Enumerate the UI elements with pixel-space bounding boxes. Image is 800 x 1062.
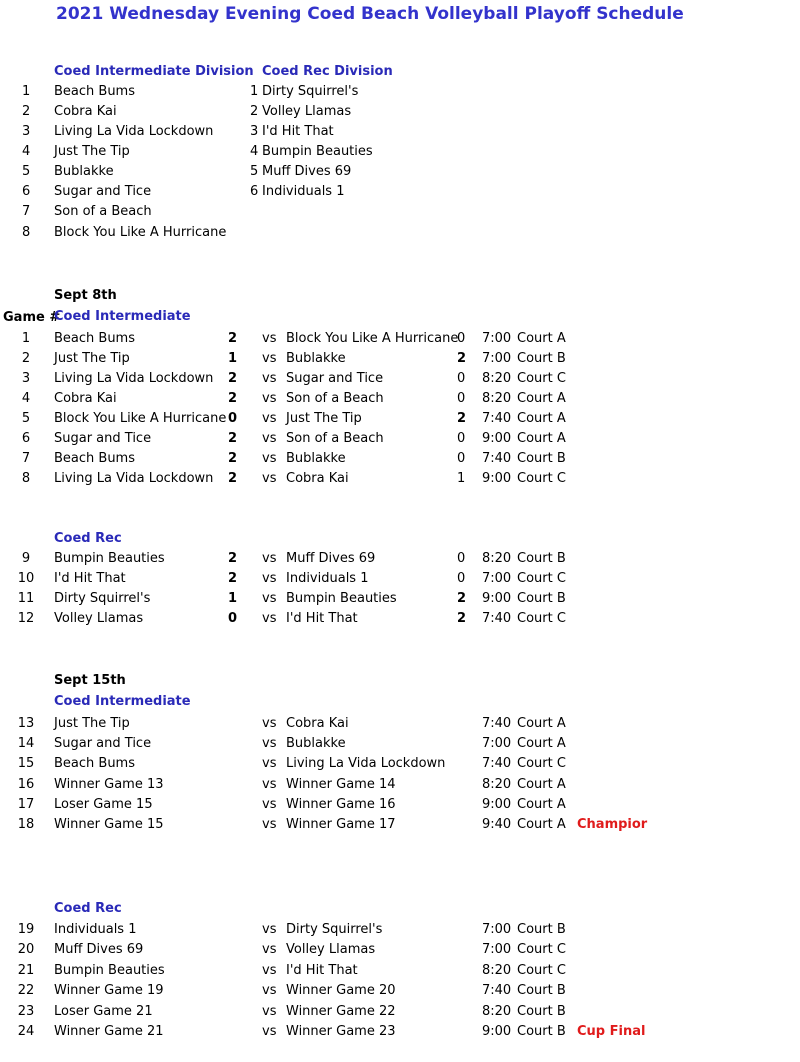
rec-team: Muff Dives 69: [262, 164, 352, 179]
game-time: 8:20: [482, 391, 512, 406]
court-label: Court B: [517, 922, 566, 937]
vs-label: vs: [262, 716, 277, 731]
intermediate-seed: 8: [22, 225, 31, 240]
team2-score: 0: [457, 571, 466, 586]
game-number: 15: [17, 756, 35, 771]
team1-score: 1: [228, 351, 238, 366]
court-label: Court B: [517, 451, 566, 466]
vs-label: vs: [262, 391, 277, 406]
intermediate-seed: 1: [22, 84, 31, 99]
vs-label: vs: [262, 922, 277, 937]
game-time: 9:00: [482, 797, 512, 812]
court-label: Court C: [517, 371, 566, 386]
team1-score: 2: [228, 371, 238, 386]
vs-label: vs: [262, 331, 277, 346]
vs-label: vs: [262, 942, 277, 957]
game-number: 7: [21, 451, 31, 466]
game-time: 7:00: [482, 571, 512, 586]
team2-score: 0: [457, 371, 466, 386]
team2-score: 0: [457, 331, 466, 346]
rec-seed: 2: [250, 104, 259, 119]
team2-name: Winner Game 16: [286, 797, 396, 812]
vs-label: vs: [262, 471, 277, 486]
game-number: 4: [21, 391, 31, 406]
team1-name: Beach Bums: [54, 451, 135, 466]
team1-score: 2: [228, 571, 238, 586]
game-time: 8:20: [482, 551, 512, 566]
section-date: Sept 8th: [54, 288, 117, 303]
game-number: 9: [21, 551, 31, 566]
game-time: 8:20: [482, 963, 512, 978]
game-number: 19: [17, 922, 35, 937]
game-note: Cup Final: [577, 1024, 646, 1039]
game-number: 20: [17, 942, 35, 957]
game-number-column-label: Game #: [3, 310, 61, 325]
game-number: 21: [17, 963, 35, 978]
team1-name: Block You Like A Hurricane: [54, 411, 227, 426]
court-label: Court A: [517, 331, 566, 346]
team1-name: Loser Game 21: [54, 1004, 153, 1019]
court-label: Court A: [517, 431, 566, 446]
team1-name: Winner Game 19: [54, 983, 164, 998]
team2-score: 0: [457, 551, 466, 566]
section-header: Coed Intermediate: [54, 694, 191, 709]
vs-label: vs: [262, 1024, 277, 1039]
game-number: 11: [17, 591, 35, 606]
team1-name: Volley Llamas: [54, 611, 144, 626]
vs-label: vs: [262, 736, 277, 751]
court-label: Court C: [517, 571, 566, 586]
team2-name: Bumpin Beauties: [286, 591, 397, 606]
team2-score: 0: [457, 391, 466, 406]
team2-name: Block You Like A Hurricane: [286, 331, 459, 346]
game-time: 7:40: [482, 411, 512, 426]
game-number: 12: [17, 611, 35, 626]
rec-seed: 1: [250, 84, 259, 99]
team2-name: Dirty Squirrel's: [286, 922, 383, 937]
game-time: 7:40: [482, 756, 512, 771]
game-time: 9:00: [482, 591, 512, 606]
game-time: 7:40: [482, 611, 512, 626]
team1-name: Living La Vida Lockdown: [54, 371, 214, 386]
team1-name: Bumpin Beauties: [54, 963, 165, 978]
court-label: Court B: [517, 351, 566, 366]
game-number: 5: [21, 411, 31, 426]
team1-name: Just The Tip: [54, 351, 130, 366]
intermediate-division-header: Coed Intermediate Division: [54, 64, 254, 79]
team2-score: 1: [457, 471, 466, 486]
team2-name: Volley Llamas: [286, 942, 376, 957]
game-time: 7:40: [482, 451, 512, 466]
vs-label: vs: [262, 797, 277, 812]
team1-name: Beach Bums: [54, 756, 135, 771]
team2-name: Cobra Kai: [286, 716, 349, 731]
team2-name: Winner Game 23: [286, 1024, 396, 1039]
game-number: 2: [21, 351, 31, 366]
team1-score: 0: [228, 411, 238, 426]
rec-team: Volley Llamas: [262, 104, 352, 119]
vs-label: vs: [262, 371, 277, 386]
court-label: Court A: [517, 716, 566, 731]
game-number: 18: [17, 817, 35, 832]
section-header: Coed Intermediate: [54, 309, 191, 324]
rec-seed: 3: [250, 124, 259, 139]
team2-score: 2: [457, 351, 467, 366]
team1-name: Dirty Squirrel's: [54, 591, 151, 606]
team1-name: Loser Game 15: [54, 797, 153, 812]
court-label: Court C: [517, 611, 566, 626]
team2-name: Individuals 1: [286, 571, 369, 586]
team1-name: I'd Hit That: [54, 571, 126, 586]
intermediate-team: Bublakke: [54, 164, 114, 179]
team2-name: Winner Game 14: [286, 777, 396, 792]
rec-team: I'd Hit That: [262, 124, 334, 139]
game-number: 10: [17, 571, 35, 586]
team1-name: Winner Game 15: [54, 817, 164, 832]
court-label: Court B: [517, 1004, 566, 1019]
game-number: 3: [21, 371, 31, 386]
vs-label: vs: [262, 611, 277, 626]
game-number: 22: [17, 983, 35, 998]
page-title: 2021 Wednesday Evening Coed Beach Volleyball Playoff Schedule: [56, 4, 684, 24]
game-time: 9:00: [482, 1024, 512, 1039]
intermediate-team: Just The Tip: [54, 144, 130, 159]
intermediate-seed: 3: [22, 124, 31, 139]
court-label: Court C: [517, 756, 566, 771]
game-time: 9:40: [482, 817, 512, 832]
team2-score: 2: [457, 611, 467, 626]
game-time: 8:20: [482, 777, 512, 792]
game-time: 7:00: [482, 942, 512, 957]
game-number: 13: [17, 716, 35, 731]
team1-score: 2: [228, 431, 238, 446]
game-number: 16: [17, 777, 35, 792]
team1-score: 2: [228, 551, 238, 566]
game-time: 8:20: [482, 1004, 512, 1019]
court-label: Court C: [517, 942, 566, 957]
team2-name: Sugar and Tice: [286, 371, 384, 386]
team2-name: Bublakke: [286, 351, 346, 366]
vs-label: vs: [262, 571, 277, 586]
vs-label: vs: [262, 963, 277, 978]
team2-name: I'd Hit That: [286, 611, 358, 626]
game-time: 7:40: [482, 983, 512, 998]
team1-name: Sugar and Tice: [54, 431, 152, 446]
vs-label: vs: [262, 591, 277, 606]
vs-label: vs: [262, 431, 277, 446]
game-time: 7:00: [482, 351, 512, 366]
court-label: Court B: [517, 983, 566, 998]
vs-label: vs: [262, 756, 277, 771]
team1-score: 2: [228, 451, 238, 466]
intermediate-team: Living La Vida Lockdown: [54, 124, 214, 139]
game-number: 17: [17, 797, 35, 812]
team2-name: Son of a Beach: [286, 391, 384, 406]
game-number: 6: [21, 431, 31, 446]
team2-name: Winner Game 20: [286, 983, 396, 998]
rec-team: Individuals 1: [262, 184, 345, 199]
vs-label: vs: [262, 451, 277, 466]
intermediate-team: Son of a Beach: [54, 204, 152, 219]
game-time: 7:00: [482, 922, 512, 937]
court-label: Court A: [517, 391, 566, 406]
court-label: Court A: [517, 736, 566, 751]
court-label: Court B: [517, 551, 566, 566]
rec-seed: 5: [250, 164, 259, 179]
rec-seed: 6: [250, 184, 259, 199]
team2-name: Son of a Beach: [286, 431, 384, 446]
intermediate-team: Cobra Kai: [54, 104, 117, 119]
intermediate-seed: 6: [22, 184, 31, 199]
vs-label: vs: [262, 983, 277, 998]
team2-name: Bublakke: [286, 451, 346, 466]
team1-name: Beach Bums: [54, 331, 135, 346]
intermediate-seed: 5: [22, 164, 31, 179]
team1-name: Living La Vida Lockdown: [54, 471, 214, 486]
court-label: Court B: [517, 1024, 566, 1039]
intermediate-team: Block You Like A Hurricane: [54, 225, 227, 240]
team1-name: Individuals 1: [54, 922, 137, 937]
team1-score: 2: [228, 331, 238, 346]
team1-name: Bumpin Beauties: [54, 551, 165, 566]
team1-score: 2: [228, 391, 238, 406]
court-label: Court A: [517, 411, 566, 426]
team1-name: Muff Dives 69: [54, 942, 144, 957]
court-label: Court A: [517, 817, 566, 832]
team2-name: Muff Dives 69: [286, 551, 376, 566]
vs-label: vs: [262, 777, 277, 792]
game-note: Champior: [577, 817, 648, 832]
court-label: Court A: [517, 777, 566, 792]
game-time: 9:00: [482, 471, 512, 486]
team2-score: 2: [457, 411, 467, 426]
vs-label: vs: [262, 817, 277, 832]
game-number: 23: [17, 1004, 35, 1019]
section-header: Coed Rec: [54, 901, 122, 916]
court-label: Court C: [517, 471, 566, 486]
team1-score: 1: [228, 591, 238, 606]
game-time: 7:40: [482, 716, 512, 731]
section-date: Sept 15th: [54, 673, 126, 688]
team1-score: 0: [228, 611, 238, 626]
rec-division-header: Coed Rec Division: [262, 64, 393, 79]
rec-team: Dirty Squirrel's: [262, 84, 359, 99]
team2-name: Winner Game 22: [286, 1004, 396, 1019]
team2-name: Bublakke: [286, 736, 346, 751]
team2-name: Living La Vida Lockdown: [286, 756, 446, 771]
team1-name: Winner Game 21: [54, 1024, 164, 1039]
court-label: Court A: [517, 797, 566, 812]
game-time: 8:20: [482, 371, 512, 386]
court-label: Court B: [517, 591, 566, 606]
game-number: 24: [17, 1024, 35, 1039]
section-header: Coed Rec: [54, 531, 122, 546]
vs-label: vs: [262, 551, 277, 566]
team2-name: Cobra Kai: [286, 471, 349, 486]
team1-name: Cobra Kai: [54, 391, 117, 406]
team2-score: 0: [457, 451, 466, 466]
game-time: 9:00: [482, 431, 512, 446]
rec-team: Bumpin Beauties: [262, 144, 373, 159]
intermediate-seed: 7: [22, 204, 31, 219]
team2-name: Just The Tip: [286, 411, 362, 426]
intermediate-seed: 2: [22, 104, 31, 119]
game-time: 7:00: [482, 736, 512, 751]
team1-score: 2: [228, 471, 238, 486]
game-number: 8: [21, 471, 31, 486]
vs-label: vs: [262, 411, 277, 426]
intermediate-seed: 4: [22, 144, 31, 159]
team2-score: 2: [457, 591, 467, 606]
intermediate-team: Sugar and Tice: [54, 184, 152, 199]
team1-name: Sugar and Tice: [54, 736, 152, 751]
game-time: 7:00: [482, 331, 512, 346]
team1-name: Just The Tip: [54, 716, 130, 731]
vs-label: vs: [262, 1004, 277, 1019]
team1-name: Winner Game 13: [54, 777, 164, 792]
team2-score: 0: [457, 431, 466, 446]
game-number: 14: [17, 736, 35, 751]
team2-name: Winner Game 17: [286, 817, 396, 832]
game-number: 1: [21, 331, 31, 346]
court-label: Court C: [517, 963, 566, 978]
team2-name: I'd Hit That: [286, 963, 358, 978]
rec-seed: 4: [250, 144, 259, 159]
vs-label: vs: [262, 351, 277, 366]
intermediate-team: Beach Bums: [54, 84, 135, 99]
